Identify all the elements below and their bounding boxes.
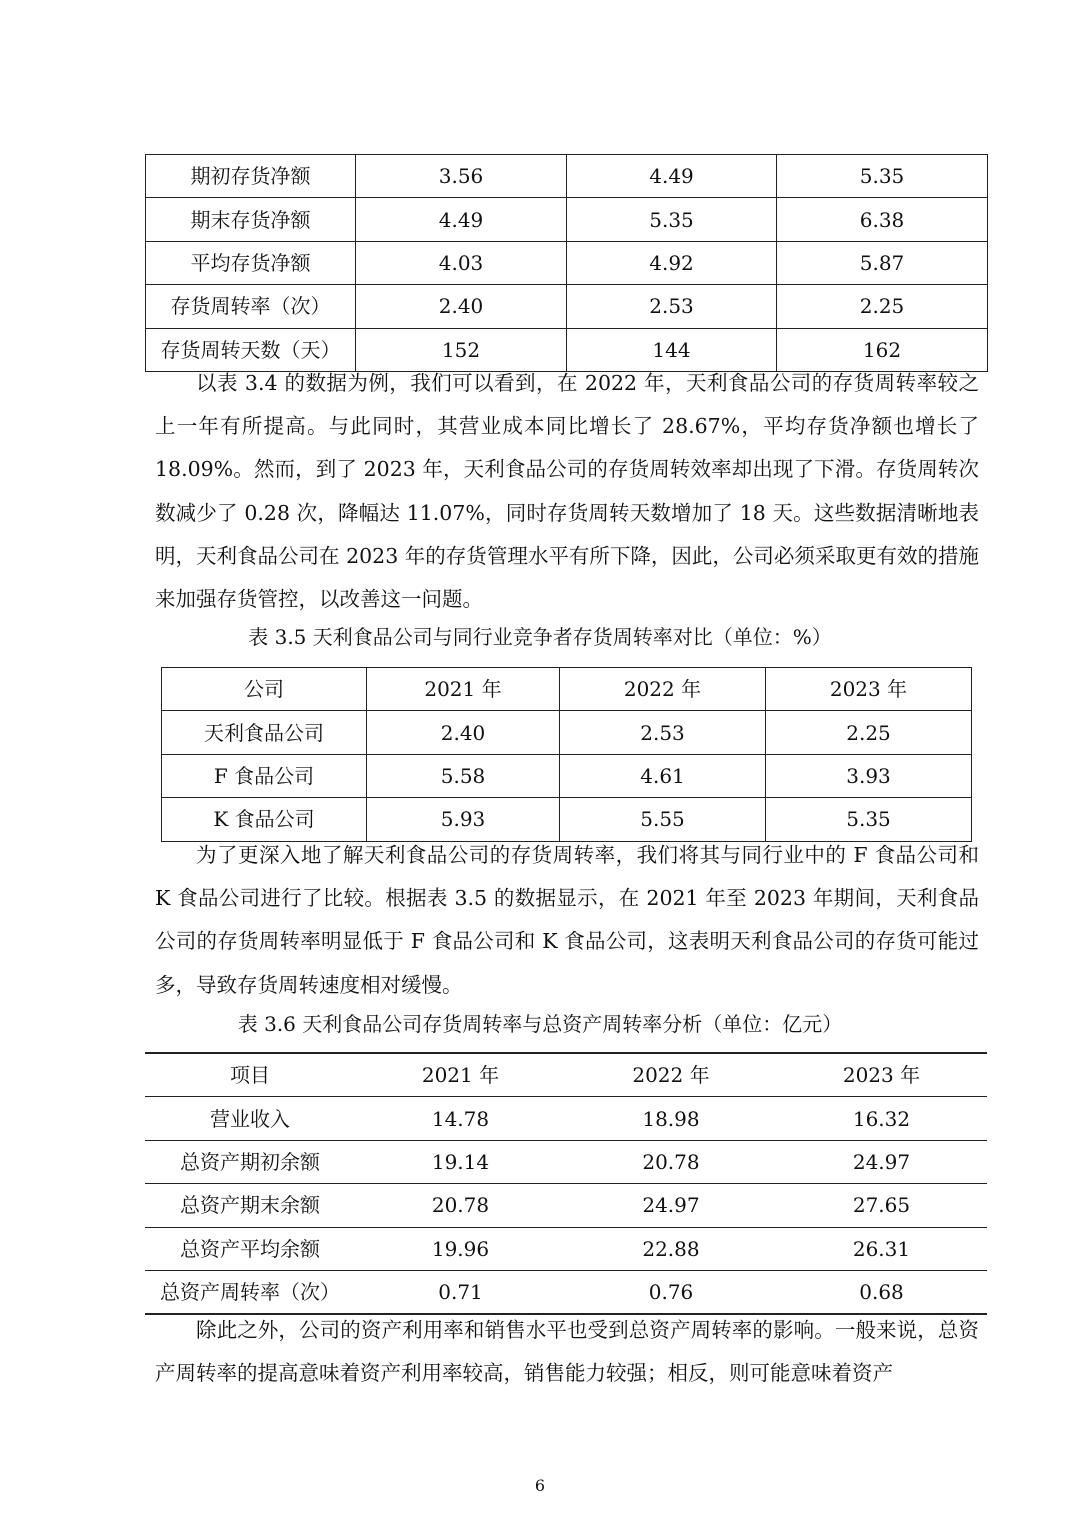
value-cell: 5.35 [567, 198, 777, 241]
value-cell: 2.40 [356, 285, 567, 328]
value-cell: 144 [567, 328, 777, 371]
row-label-cell: F 食品公司 [162, 754, 367, 797]
table-row [145, 1184, 987, 1227]
table-3-4-continued [145, 154, 988, 372]
table-3-4-body [146, 155, 988, 372]
table-3-6-body [145, 1097, 987, 1314]
table-3-5-body [162, 711, 972, 841]
paragraph-inventory-turnover-analysis: 以表 3.4 的数据为例，我们可以看到，在 2022 年，天利食品公司的存货周转率较之上一年有所提高。与此同时，其营业成本同比增长了 28.67%，平均存货净额也增长了 18.09%。然而，到了 2023 年，天利食品公司的存货周转效率却出现了下滑。存货周转次数减少了 0.28 次，降幅达 11.07%，同时存货周转天数增加了 18 天。这些数据清晰地表明，天利食品公司在 2023 年的存货管理水平有所下降，因此，公司必须采取更有效的措施来加强存货管控，以改善这一问题。 [155, 371, 979, 612]
table-3-6-caption: 表 3.6 天利食品公司存货周转率与总资产周转率分析（单位：亿元） [237, 1012, 843, 1036]
value-cell: 2.25 [777, 285, 988, 328]
column-header: 2023 年 [776, 1053, 987, 1097]
table-row [145, 1097, 987, 1140]
value-cell: 27.65 [776, 1184, 987, 1227]
column-header: 2023 年 [766, 668, 972, 711]
value-cell: 19.14 [355, 1140, 566, 1183]
value-cell: 5.93 [367, 798, 560, 841]
value-cell: 22.88 [566, 1227, 776, 1270]
value-cell: 5.55 [560, 798, 766, 841]
value-cell: 4.49 [567, 155, 777, 198]
table-row [162, 711, 972, 754]
value-cell: 0.68 [776, 1270, 987, 1314]
value-cell: 6.38 [777, 198, 988, 241]
value-cell: 2.53 [560, 711, 766, 754]
value-cell: 24.97 [566, 1184, 776, 1227]
value-cell: 4.49 [356, 198, 567, 241]
value-cell: 4.03 [356, 241, 567, 284]
value-cell: 19.96 [355, 1227, 566, 1270]
table-row [146, 198, 988, 241]
value-cell: 18.98 [566, 1097, 776, 1140]
table-row [146, 155, 988, 198]
row-label-cell: 总资产平均余额 [145, 1227, 355, 1270]
table-row [145, 1227, 987, 1270]
row-label-cell: 平均存货净额 [146, 241, 356, 284]
paragraph-total-asset-turnover: 除此之外，公司的资产利用率和销售水平也受到总资产周转率的影响。一般来说，总资产周转率的提高意味着资产利用率较高，销售能力较强；相反，则可能意味着资产 [155, 1318, 979, 1386]
table-3-6-header [145, 1053, 987, 1097]
value-cell: 4.61 [560, 754, 766, 797]
row-label-cell: 营业收入 [145, 1097, 355, 1140]
value-cell: 14.78 [355, 1097, 566, 1140]
table-row [162, 754, 972, 797]
value-cell: 16.32 [776, 1097, 987, 1140]
page-number: 6 [534, 1476, 546, 1495]
row-label-cell: 总资产期末余额 [145, 1184, 355, 1227]
value-cell: 20.78 [566, 1140, 776, 1183]
value-cell: 0.71 [355, 1270, 566, 1314]
value-cell: 2.53 [567, 285, 777, 328]
table-row [145, 1140, 987, 1183]
table-row [146, 285, 988, 328]
value-cell: 0.76 [566, 1270, 776, 1314]
table-3-5-caption: 表 3.5 天利食品公司与同行业竞争者存货周转率对比（单位：%） [248, 625, 832, 649]
table-row [145, 1270, 987, 1314]
table-3-6-total-asset-turnover [145, 1052, 987, 1315]
row-label-cell: 期末存货净额 [146, 198, 356, 241]
value-cell: 162 [777, 328, 988, 371]
value-cell: 5.87 [777, 241, 988, 284]
value-cell: 20.78 [355, 1184, 566, 1227]
table-row [146, 241, 988, 284]
value-cell: 152 [356, 328, 567, 371]
column-header: 项目 [145, 1053, 355, 1097]
table-header-row [162, 668, 972, 711]
value-cell: 26.31 [776, 1227, 987, 1270]
value-cell: 24.97 [776, 1140, 987, 1183]
row-label-cell: 存货周转率（次） [146, 285, 356, 328]
row-label-cell: 天利食品公司 [162, 711, 367, 754]
value-cell: 3.56 [356, 155, 567, 198]
paragraph-competitor-comparison: 为了更深入地了解天利食品公司的存货周转率，我们将其与同行业中的 F 食品公司和 K 食品公司进行了比较。根据表 3.5 的数据显示，在 2021 年至 2023 年期间，天利食品公司的存货周转率明显低于 F 食品公司和 K 食品公司，这表明天利食品公司的存货可能过多，导致存货周转速度相对缓慢。 [155, 843, 979, 997]
value-cell: 2.25 [766, 711, 972, 754]
table-header-row [145, 1053, 987, 1097]
value-cell: 5.58 [367, 754, 560, 797]
value-cell: 3.93 [766, 754, 972, 797]
row-label-cell: K 食品公司 [162, 798, 367, 841]
table-3-5-competitor-comparison [161, 667, 972, 842]
row-label-cell: 期初存货净额 [146, 155, 356, 198]
value-cell: 5.35 [766, 798, 972, 841]
column-header: 公司 [162, 668, 367, 711]
column-header: 2022 年 [566, 1053, 776, 1097]
column-header: 2022 年 [560, 668, 766, 711]
column-header: 2021 年 [367, 668, 560, 711]
value-cell: 4.92 [567, 241, 777, 284]
row-label-cell: 总资产周转率（次） [145, 1270, 355, 1314]
value-cell: 5.35 [777, 155, 988, 198]
row-label-cell: 总资产期初余额 [145, 1140, 355, 1183]
column-header: 2021 年 [355, 1053, 566, 1097]
table-3-5-header [162, 668, 972, 711]
row-label-cell: 存货周转天数（天） [146, 328, 356, 371]
value-cell: 2.40 [367, 711, 560, 754]
